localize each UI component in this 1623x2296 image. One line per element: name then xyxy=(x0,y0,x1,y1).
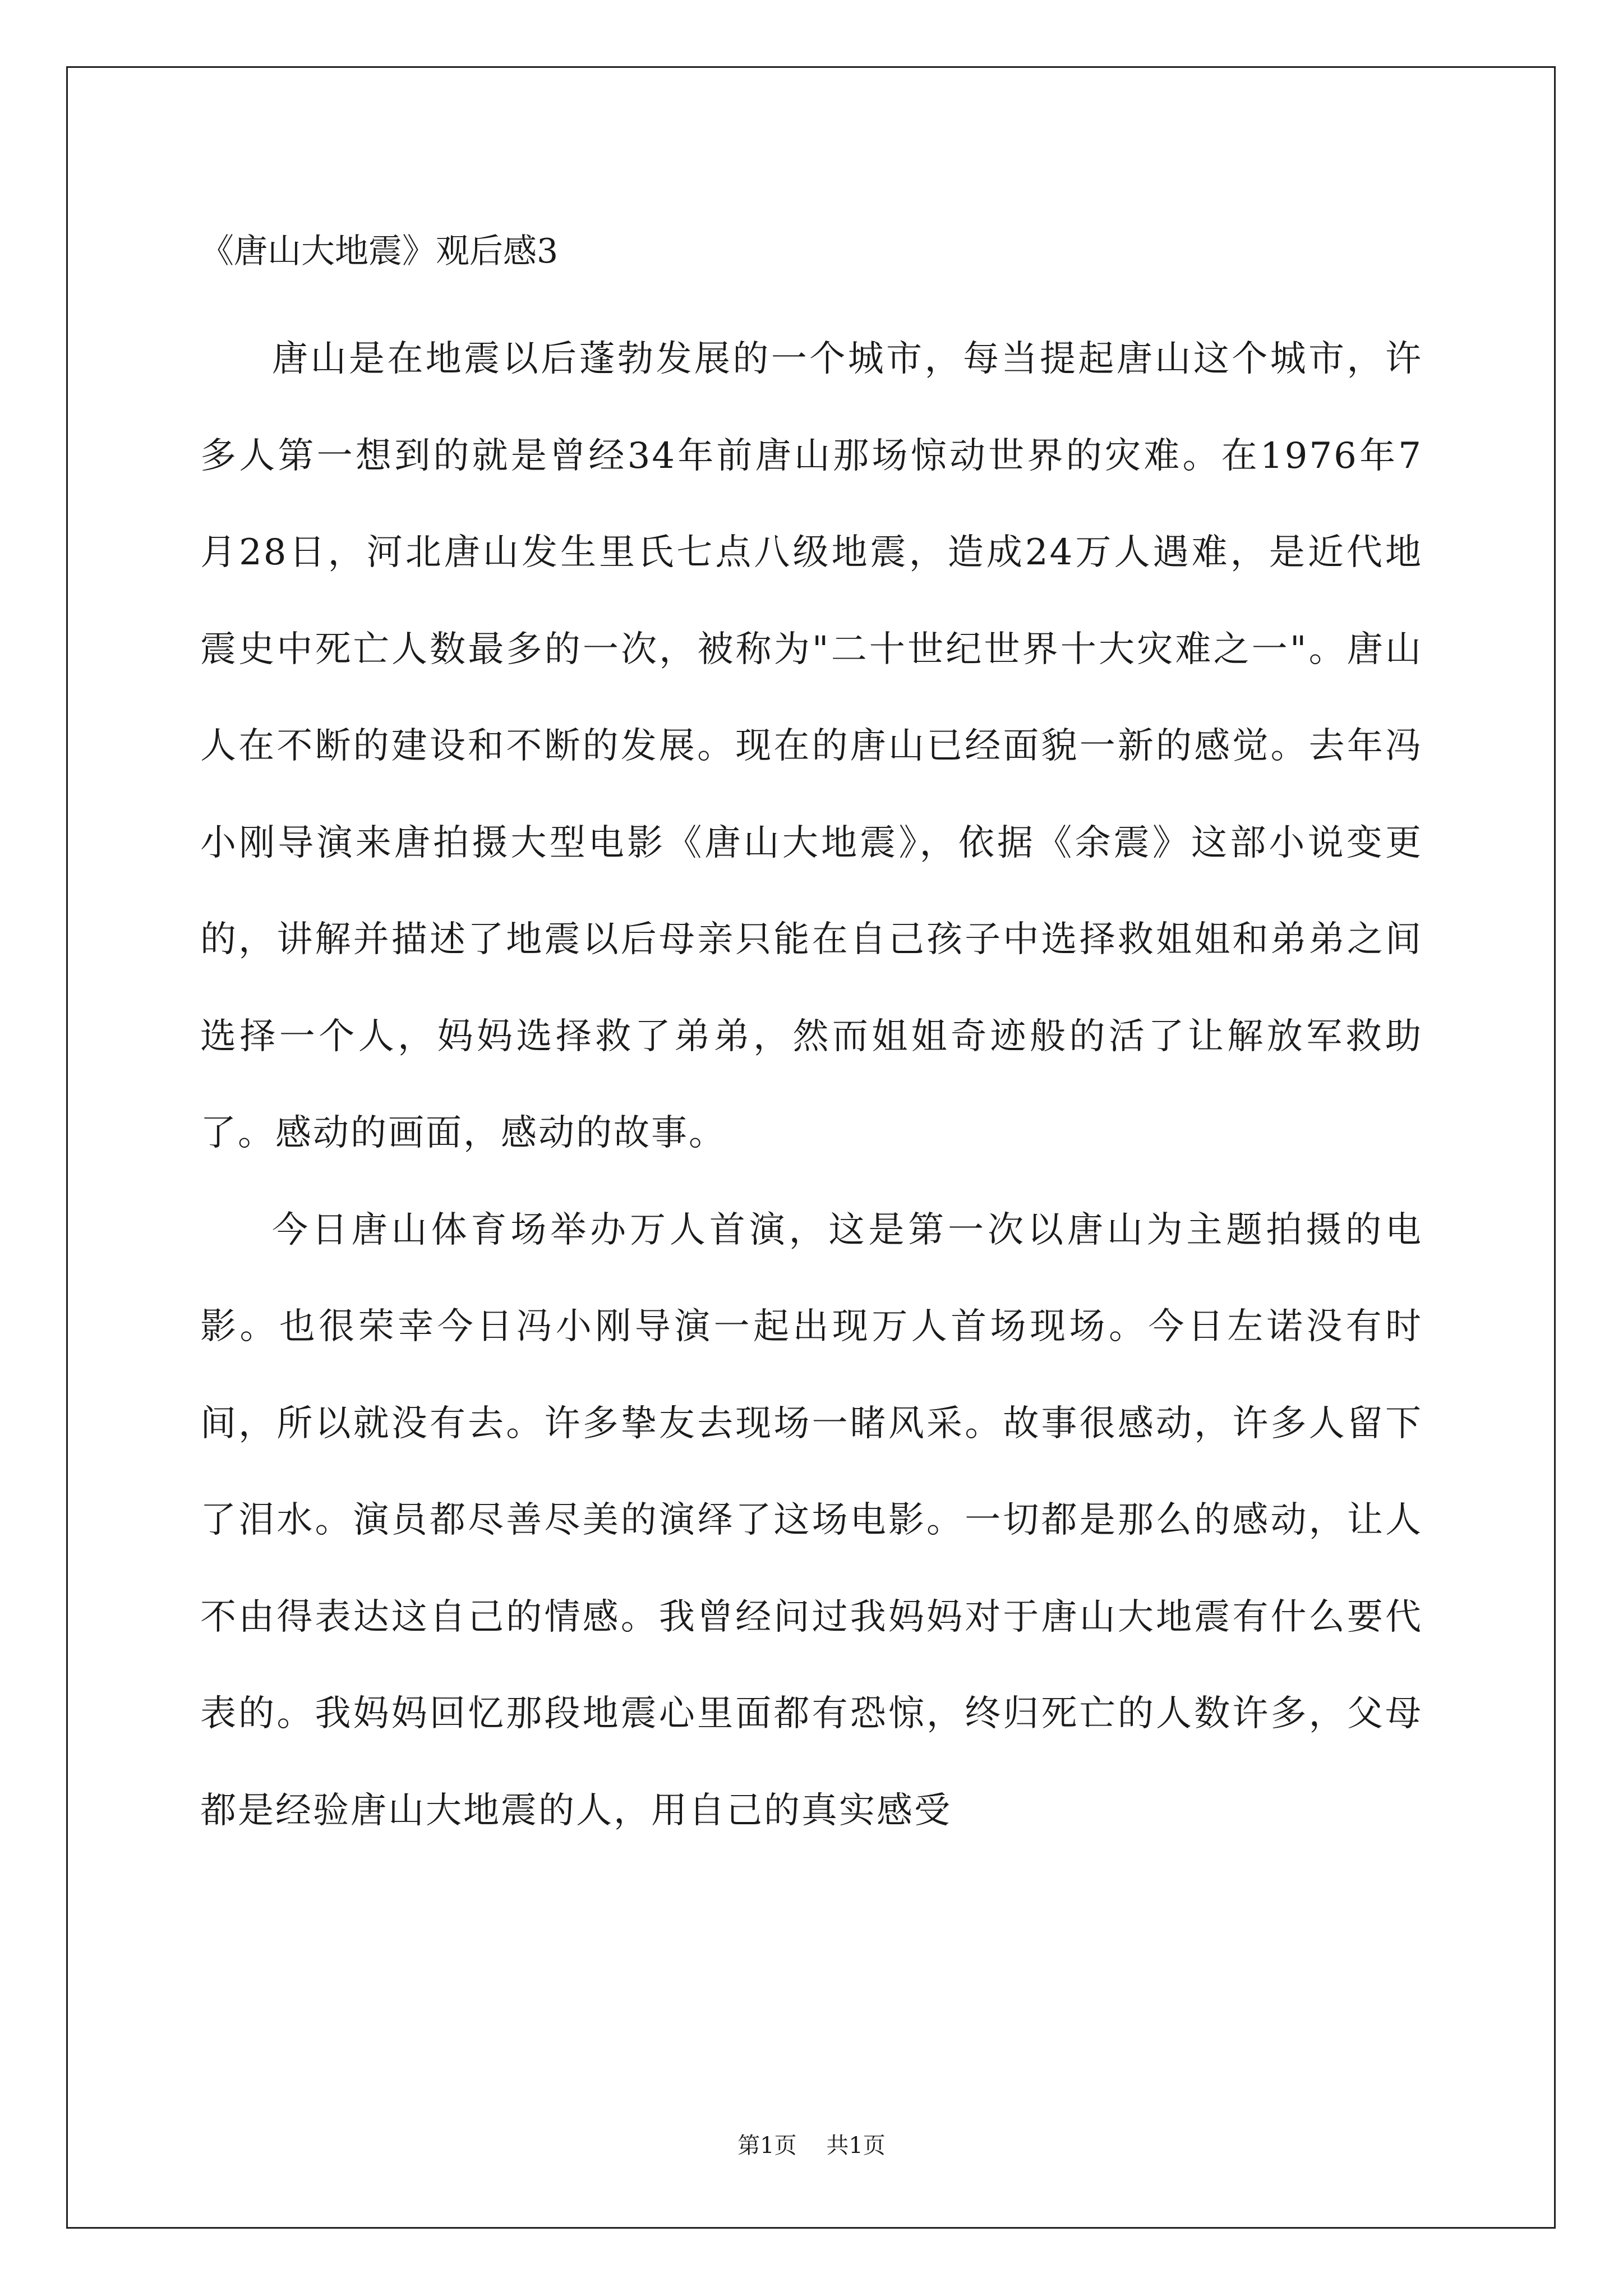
paragraph-1: 唐山是在地震以后蓬勃发展的一个城市，每当提起唐山这个城市，许多人第一想到的就是曾经34年前唐山那场惊动世界的灾难。在1976年7月28日，河北唐山发生里氏七点八级地震，造成24万人遇难，是近代地震史中死亡人数最多的一次，被称为"二十世纪世界十大灾难之一"。唐山人在不断的建设和不断的发展。现在的唐山已经面貌一新的感觉。去年冯小刚导演来唐拍摄大型电影《唐山大地震》，依据《余震》这部小说变更的，讲解并描述了地震以后母亲只能在自己孩子中选择救姐姐和弟弟之间选择一个人，妈妈选择救了弟弟，然而姐姐奇迹般的活了让解放军救助了。感动的画面，感动的故事。 xyxy=(200,338,1423,1154)
document-body xyxy=(200,218,1423,1859)
page-number: 第1页 xyxy=(737,2133,797,2159)
paragraph-2: 今日唐山体育场举办万人首演，这是第一次以唐山为主题拍摄的电影。也很荣幸今日冯小刚导演一起出现万人首场现场。今日左诺没有时间，所以就没有去。许多挚友去现场一睹风采。故事很感动，许多人留下了泪水。演员都尽善尽美的演绎了这场电影。一切都是那么的感动，让人不由得表达这自己的情感。我曾经问过我妈妈对于唐山大地震有什么要代表的。我妈妈回忆那段地震心里面都有恐惊，终归死亡的人数许多，父母都是经验唐山大地震的人，用自己的真实感受 xyxy=(200,1209,1423,1832)
document-title: 《唐山大地震》观后感3 xyxy=(200,232,559,271)
page-footer xyxy=(0,2129,1623,2162)
page-total: 共1页 xyxy=(826,2133,886,2159)
